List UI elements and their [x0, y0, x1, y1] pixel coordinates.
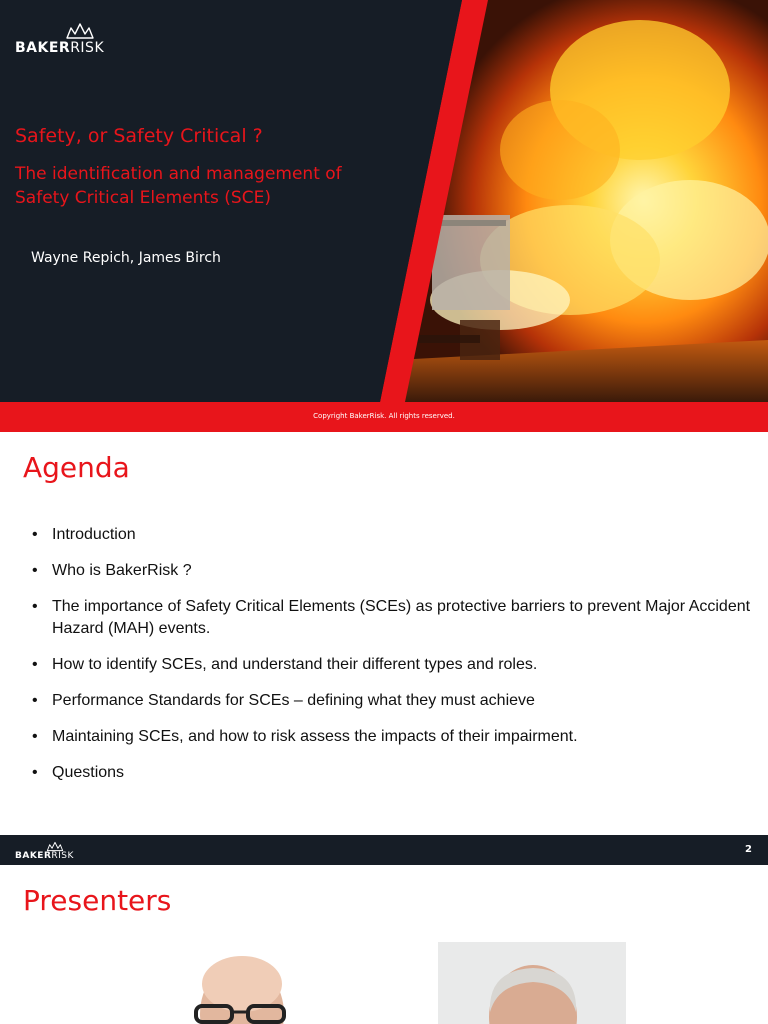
slide-title: Safety, or Safety Critical ? — [15, 125, 263, 147]
agenda-item: • Introduction — [32, 524, 752, 546]
footer-logo — [15, 841, 95, 863]
logo-wordmark: BAKERRISK — [15, 40, 105, 56]
agenda-item: • How to identify SCEs, and understand their different types and roles. — [32, 654, 752, 676]
agenda-list — [32, 524, 752, 798]
bakerrisk-logo — [15, 22, 145, 58]
presenters-slide — [0, 866, 768, 1024]
agenda-item: • Maintaining SCEs, and how to risk assess the impacts of their impairment. — [32, 726, 752, 748]
copyright-notice: Copyright BakerRisk. All rights reserved. — [313, 412, 455, 420]
authors: Wayne Repich, James Birch — [31, 250, 221, 266]
agenda-slide — [0, 433, 768, 865]
presenters-heading: Presenters — [23, 884, 172, 917]
agenda-item: • The importance of Safety Critical Elements (SCEs) as protective barriers to prevent Major Accident Hazard (MAH) events. — [32, 596, 752, 640]
page-number: 2 — [745, 844, 752, 855]
slide-subtitle: The identification and management of Safety Critical Elements (SCE) — [15, 164, 342, 208]
agenda-item: • Performance Standards for SCEs – defining what they must achieve — [32, 690, 752, 712]
logo-wordmark: BAKERRISK — [15, 851, 74, 861]
slide-footer — [0, 835, 768, 865]
agenda-item: • Who is BakerRisk ? — [32, 560, 752, 582]
agenda-item: • Questions — [32, 762, 752, 784]
presenter-photo-1 — [160, 944, 330, 1024]
flame-crown-icon — [63, 22, 97, 40]
agenda-heading: Agenda — [23, 451, 130, 484]
presenter-photo-2 — [438, 942, 626, 1024]
title-slide — [0, 0, 768, 432]
